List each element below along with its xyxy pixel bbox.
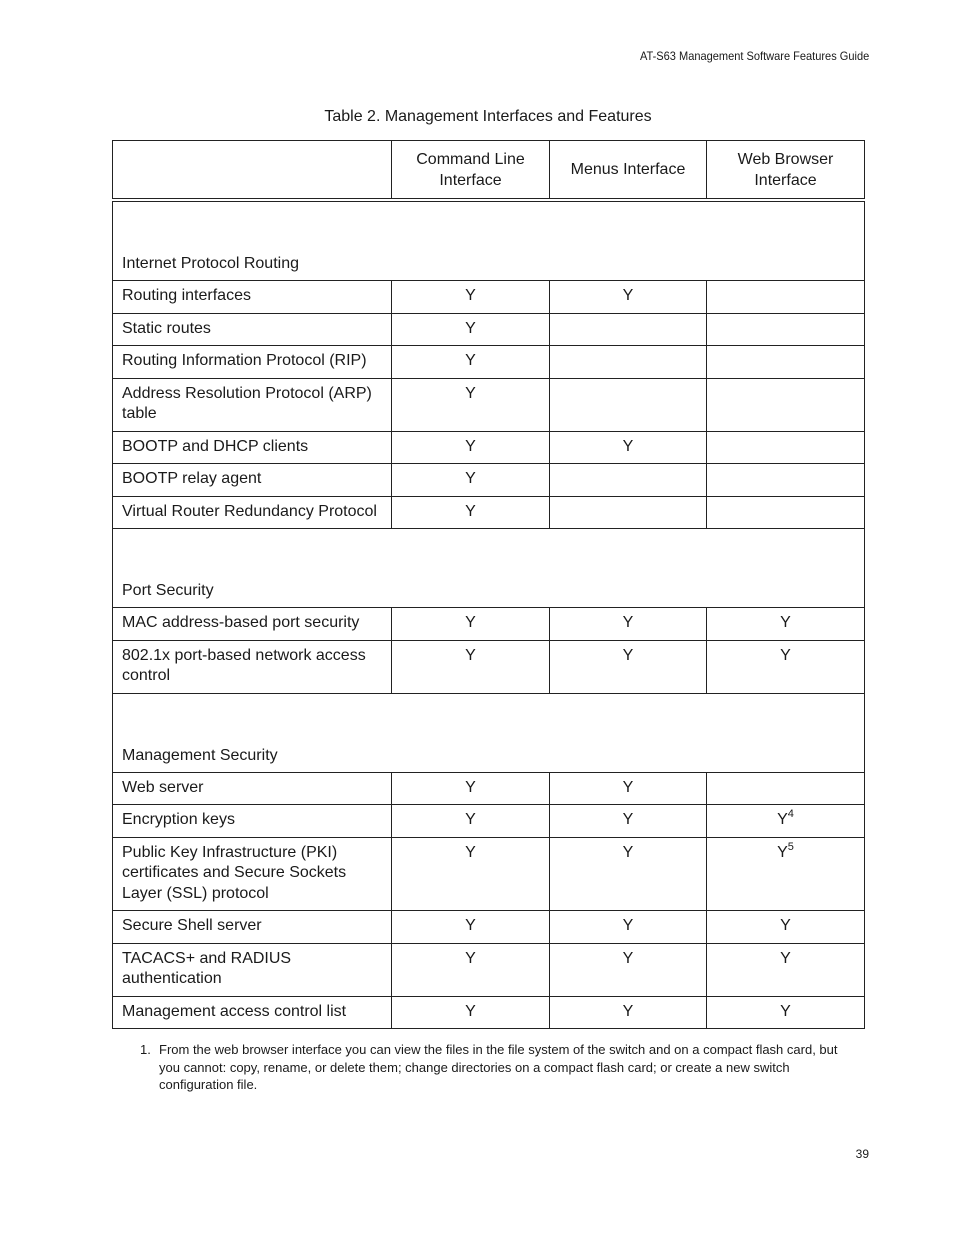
web-support-value: Y	[777, 843, 788, 861]
table-row	[113, 313, 865, 346]
web-support-value: Y	[777, 811, 788, 828]
feature-cell: Secure Shell server	[113, 911, 392, 944]
cli-support-cell: Y	[392, 943, 550, 996]
feature-cell: MAC address-based port security	[113, 608, 392, 641]
features-table	[112, 140, 865, 1029]
cli-support-cell: Y	[392, 281, 550, 314]
feature-cell: Public Key Infrastructure (PKI) certificates and Secure Sockets Layer (SSL) protocol	[113, 837, 392, 911]
menus-support-cell: Y	[550, 640, 707, 693]
web-support-cell	[707, 837, 865, 911]
table-row	[113, 996, 865, 1029]
cli-support-cell: Y	[392, 313, 550, 346]
web-support-value: Y	[780, 1002, 791, 1020]
web-support-value: Y	[780, 614, 791, 631]
cli-support-cell: Y	[392, 911, 550, 944]
feature-cell: 802.1x port-based network access control	[113, 640, 392, 693]
feature-cell: Virtual Router Redundancy Protocol	[113, 496, 392, 529]
table-row	[113, 346, 865, 379]
table-row	[113, 805, 865, 838]
footnote-reference: 5	[787, 840, 794, 853]
web-support-value: Y	[780, 949, 791, 967]
feature-cell: Address Resolution Protocol (ARP) table	[113, 378, 392, 431]
web-support-cell	[707, 772, 865, 805]
web-support-value: Y	[780, 646, 791, 664]
feature-cell: Routing interfaces	[113, 281, 392, 314]
footnote-text: From the web browser interface you can view the files in the file system of the switch and on a compact flash card, but you cannot: copy, rename, or delete them; change directories on a compact flash card; or create a new switch configuration file.	[159, 1042, 838, 1092]
menus-support-cell	[550, 313, 707, 346]
feature-cell: Routing Information Protocol (RIP)	[113, 346, 392, 379]
footnote	[140, 1041, 840, 1094]
section-row	[113, 693, 865, 772]
menus-support-cell: Y	[550, 996, 707, 1029]
table-row	[113, 837, 865, 911]
feature-cell: Encryption keys	[113, 805, 392, 838]
web-support-cell	[707, 378, 865, 431]
table-row	[113, 640, 865, 693]
table-row	[113, 281, 865, 314]
web-support-value: Y	[780, 917, 791, 934]
feature-cell: BOOTP relay agent	[113, 464, 392, 497]
menus-support-cell	[550, 346, 707, 379]
menus-support-cell	[550, 496, 707, 529]
section-row	[113, 529, 865, 608]
table-caption: Table 2. Management Interfaces and Features	[324, 108, 652, 125]
web-support-cell	[707, 346, 865, 379]
menus-support-cell: Y	[550, 943, 707, 996]
column-header-cli: Command Line Interface	[392, 141, 550, 201]
cli-support-cell: Y	[392, 464, 550, 497]
web-support-cell	[707, 996, 865, 1029]
cli-support-cell: Y	[392, 805, 550, 838]
column-header-web: Web Browser Interface	[707, 141, 865, 201]
menus-support-cell	[550, 464, 707, 497]
table-row	[113, 431, 865, 464]
cli-support-cell: Y	[392, 378, 550, 431]
table-row	[113, 378, 865, 431]
menus-support-cell: Y	[550, 608, 707, 641]
feature-cell: Static routes	[113, 313, 392, 346]
web-support-cell	[707, 911, 865, 944]
web-support-cell	[707, 313, 865, 346]
page-number: 39	[855, 1147, 869, 1161]
feature-cell: Web server	[113, 772, 392, 805]
web-support-cell	[707, 640, 865, 693]
menus-support-cell: Y	[550, 805, 707, 838]
web-support-cell	[707, 464, 865, 497]
table-row	[113, 464, 865, 497]
table-body	[113, 200, 865, 1029]
cli-support-cell: Y	[392, 608, 550, 641]
menus-support-cell: Y	[550, 837, 707, 911]
table-row	[113, 772, 865, 805]
footnote-reference: 4	[787, 808, 794, 820]
table-row	[113, 496, 865, 529]
menus-support-cell: Y	[550, 772, 707, 805]
table-header-row	[113, 141, 865, 201]
feature-cell: Management access control list	[113, 996, 392, 1029]
feature-cell: TACACS+ and RADIUS authentication	[113, 943, 392, 996]
cli-support-cell: Y	[392, 640, 550, 693]
footnote-number: 1.	[140, 1042, 151, 1057]
table-row	[113, 608, 865, 641]
cli-support-cell: Y	[392, 496, 550, 529]
cli-support-cell: Y	[392, 772, 550, 805]
menus-support-cell: Y	[550, 281, 707, 314]
table-row	[113, 911, 865, 944]
cli-support-cell: Y	[392, 996, 550, 1029]
web-support-cell	[707, 608, 865, 641]
menus-support-cell: Y	[550, 911, 707, 944]
web-support-cell	[707, 943, 865, 996]
section-row	[113, 200, 865, 281]
cli-support-cell: Y	[392, 431, 550, 464]
running-header: AT-S63 Management Software Features Guide	[639, 49, 869, 63]
web-support-cell	[707, 431, 865, 464]
section-title: Management Security	[113, 693, 865, 772]
column-header-feature	[113, 141, 392, 201]
table-row	[113, 943, 865, 996]
cli-support-cell: Y	[392, 346, 550, 379]
web-support-cell	[707, 805, 865, 838]
cli-support-cell: Y	[392, 837, 550, 911]
column-header-menus: Menus Interface	[550, 141, 707, 201]
web-support-cell	[707, 281, 865, 314]
section-title: Port Security	[113, 529, 865, 608]
feature-cell: BOOTP and DHCP clients	[113, 431, 392, 464]
web-support-cell	[707, 496, 865, 529]
menus-support-cell: Y	[550, 431, 707, 464]
section-title: Internet Protocol Routing	[113, 200, 865, 281]
menus-support-cell	[550, 378, 707, 431]
